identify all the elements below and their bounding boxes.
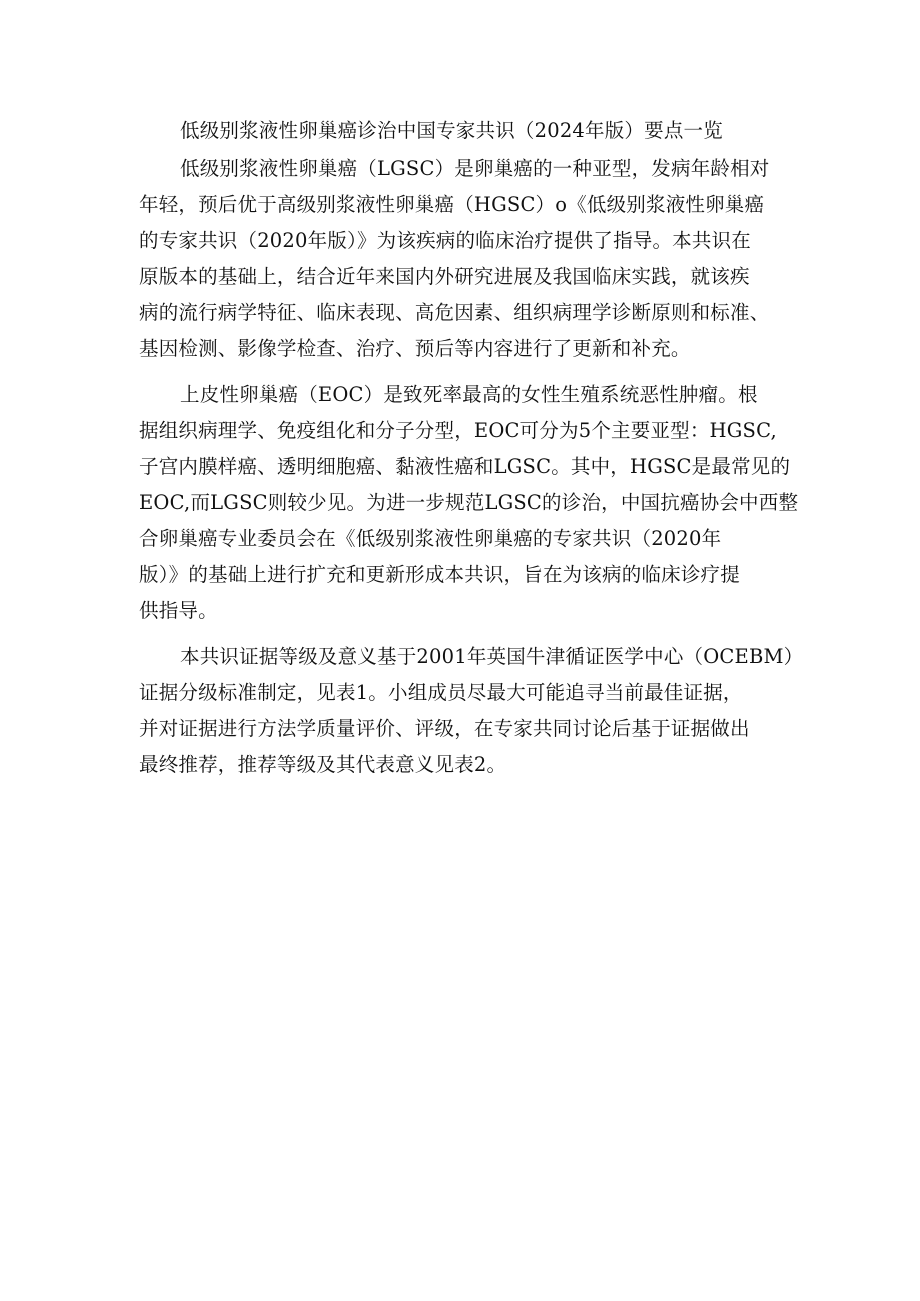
paragraph-2 [139,377,819,629]
paragraph-line: EOC,而LGSC则较少见。为进一步规范LGSC的诊治，中国抗癌协会中西整 [139,491,799,514]
paragraph-line: 年轻，预后优于高级别浆液性卵巢癌（HGSC）o《低级别浆液性卵巢癌 [139,193,765,216]
paragraph-line: 并对证据进行方法学质量评价、评级，在专家共同讨论后基于证据做出 [139,717,750,740]
paragraph-line: 子宫内膜样癌、透明细胞癌、黏液性癌和LGSC。其中，HGSC是最常见的 [139,455,791,478]
paragraph-line: 基因检测、影像学检查、治疗、预后等内容进行了更新和补充。 [139,337,691,360]
paragraph-line: 上皮性卵巢癌（EOC）是致死率最高的女性生殖系统恶性肿瘤。根 [180,383,758,406]
document-body [139,113,819,793]
paragraph-line: 据组织病理学、免疫组化和分子分型，EOC可分为5个主要亚型：HGSC, [139,419,777,442]
paragraph-line: 本共识证据等级及意义基于2001年英国牛津循证医学中心（OCEBM） [180,645,804,668]
paragraph-line: 供指导。 [139,599,218,622]
paragraph-line: 合卵巢癌专业委员会在《低级别浆液性卵巢癌的专家共识（2020年 [139,527,722,550]
document-title: 低级别浆液性卵巢癌诊治中国专家共识（2024年版）要点一览 [180,119,723,142]
paragraph-line: 的专家共识（2020年版）》为该疾病的临床治疗提供了指导。本共识在 [139,229,751,252]
paragraph-line: 证据分级标准制定，见表1。小组成员尽最大可能追寻当前最佳证据， [139,681,743,704]
paragraph-line: 原版本的基础上，结合近年来国内外研究进展及我国临床实践，就该疾 [139,265,750,288]
paragraph-line: 病的流行病学特征、临床表现、高危因素、组织病理学诊断原则和标准、 [139,301,770,324]
paragraph-1 [139,151,819,367]
paragraph-line: 最终推荐，推荐等级及其代表意义见表2。 [139,753,507,776]
paragraph-3 [139,639,819,783]
paragraph-line: 低级别浆液性卵巢癌（LGSC）是卵巢癌的一种亚型，发病年龄相对 [180,157,770,180]
paragraph-line: 版）》的基础上进行扩充和更新形成本共识，旨在为该病的临床诊疗提 [139,563,740,586]
